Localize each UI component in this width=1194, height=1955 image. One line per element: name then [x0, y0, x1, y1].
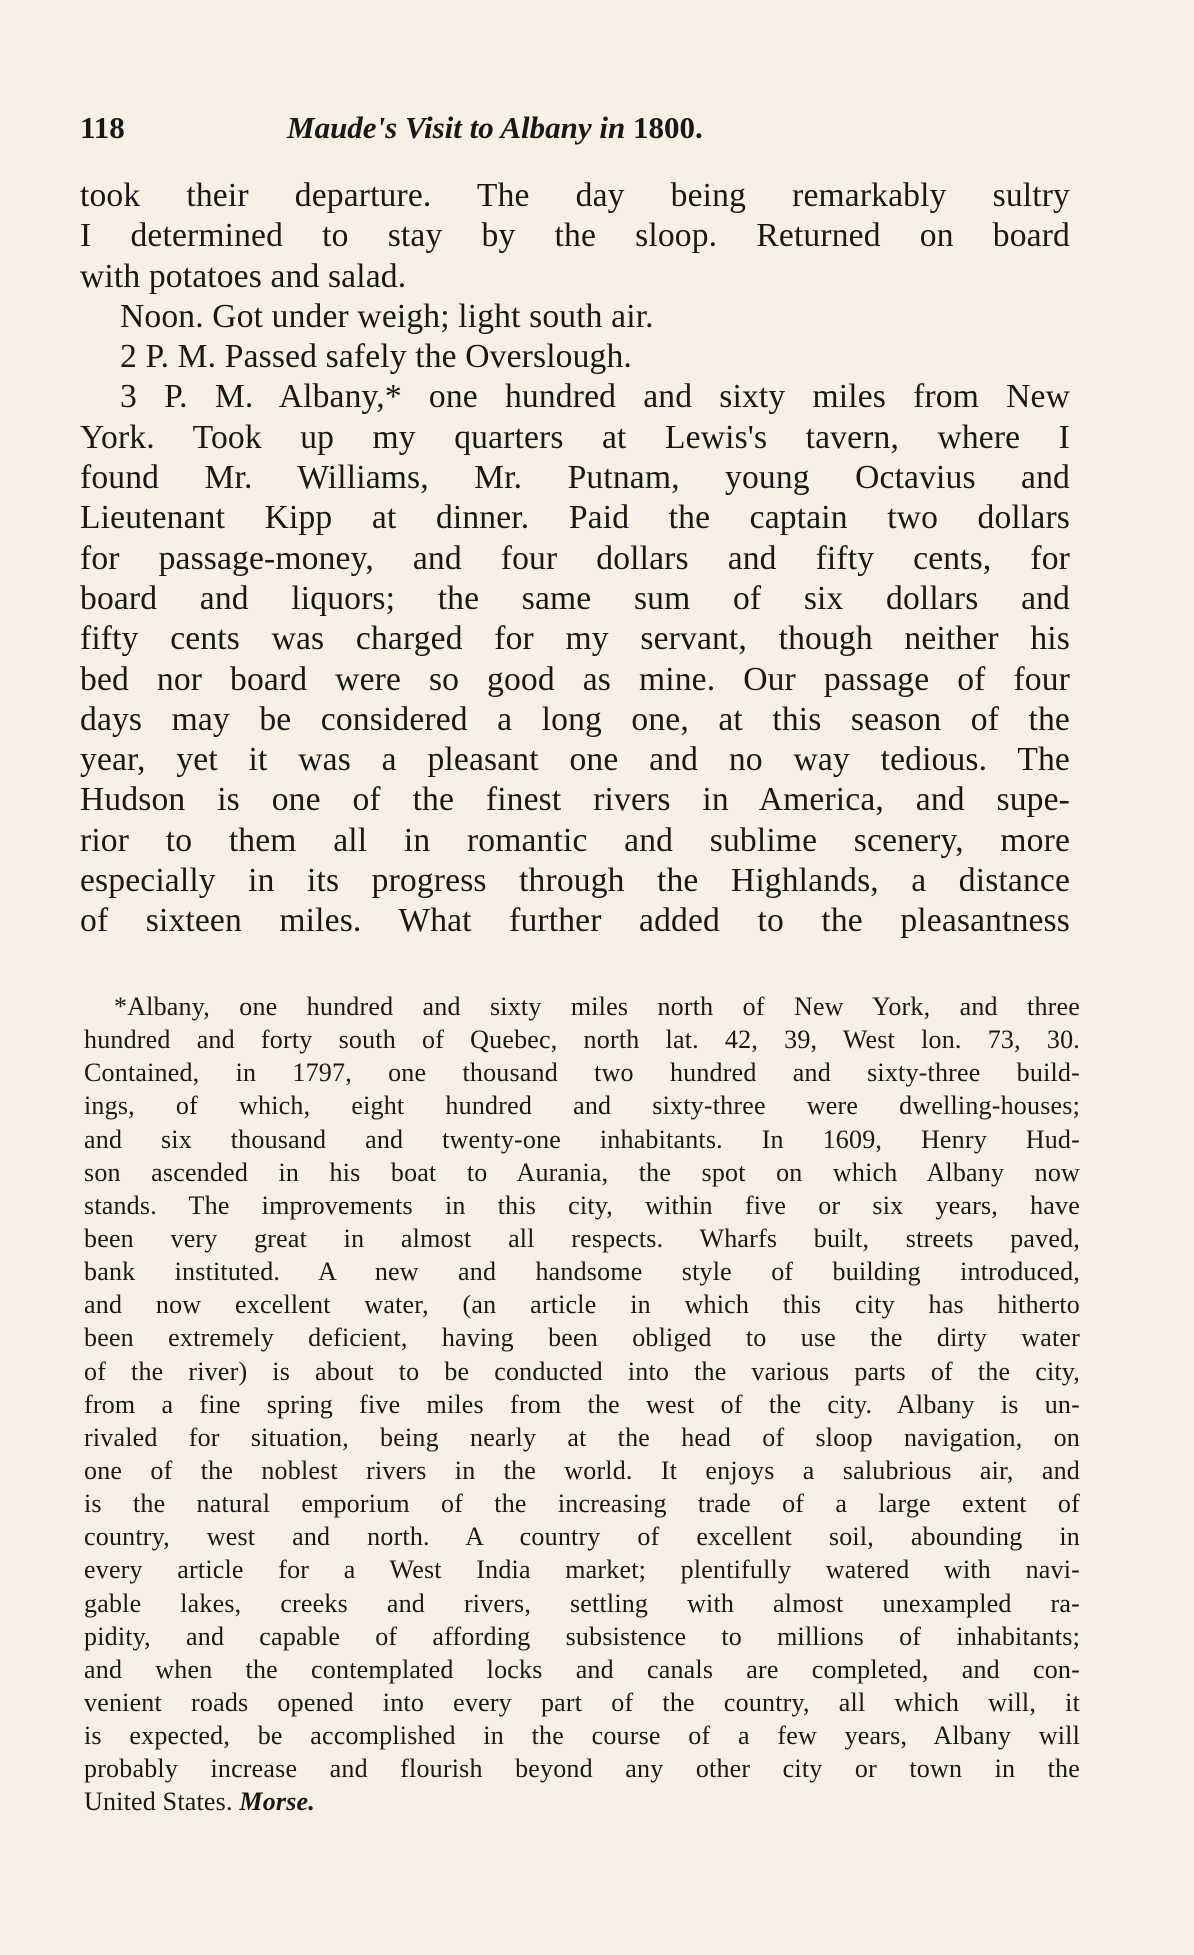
running-title-italic: Maude's Visit to Albany in [287, 110, 626, 145]
text-line: with potatoes and salad. [80, 257, 407, 295]
footnote-line: and six thousand and twenty-one inhabitants. In 1609, Henry Hud- [84, 1124, 1080, 1154]
text-line: bed nor board were so good as mine. Our passage of four [80, 660, 1070, 698]
text-line: rior to them all in romantic and sublime scenery, more [80, 821, 1070, 859]
text-line: year, yet it was a pleasant one and no way tedious. The [80, 741, 1070, 779]
footnote-last-text: United States. [84, 1787, 233, 1817]
footnote-line: son ascended in his boat to Aurania, the spot on which Albany now [84, 1157, 1080, 1187]
footnote-line: been extremely deficient, having been obliged to use the dirty water [84, 1323, 1080, 1353]
footnote [84, 990, 1080, 1819]
footnote-line: venient roads opened into every part of the country, all which will, it [84, 1687, 1080, 1717]
running-title [287, 106, 703, 150]
footnote-line: pidity, and capable of affording subsistence to millions of inhabitants; [84, 1621, 1080, 1651]
footnote-line: is the natural emporium of the increasing trade of a large extent of [84, 1489, 1080, 1519]
main-text [80, 176, 1070, 942]
footnote-line: gable lakes, creeks and rivers, settling with almost unexampled ra- [84, 1588, 1080, 1618]
running-head [80, 106, 854, 150]
text-line: for passage-money, and four dollars and fifty cents, for [80, 539, 1070, 577]
footnote-line: stands. The improvements in this city, within five or six years, have [84, 1190, 1080, 1220]
text-line: York. Took up my quarters at Lewis's tavern, where I [80, 418, 1070, 456]
footnote-line: of the river) is about to be conducted into the various parts of the city, [84, 1356, 1080, 1386]
footnote-last-line [84, 1785, 1080, 1818]
text-line: of sixteen miles. What further added to the pleasantness [80, 902, 1070, 940]
footnote-line: rivaled for situation, being nearly at the head of sloop navigation, on [84, 1422, 1080, 1452]
footnote-line: ings, of which, eight hundred and sixty-three were dwelling-houses; [84, 1091, 1080, 1121]
footnote-line: *Albany, one hundred and sixty miles north of New York, and three [114, 992, 1080, 1021]
text-line: Noon. Got under weigh; light south air. [120, 297, 654, 335]
footnote-line: hundred and forty south of Quebec, north lat. 42, 39, West lon. 73, 30. [84, 1025, 1080, 1055]
text-line: 2 P. M. Passed safely the Overslough. [120, 338, 632, 376]
footnote-line: bank instituted. A new and handsome style of building introduced, [84, 1257, 1080, 1287]
text-line: board and liquors; the same sum of six dollars and [80, 579, 1070, 617]
footnote-line: probably increase and flourish beyond any other city or town in the [84, 1754, 1080, 1784]
text-line: found Mr. Williams, Mr. Putnam, young Octavius and [80, 459, 1070, 497]
footnote-line: been very great in almost all respects. Wharfs built, streets paved, [84, 1223, 1080, 1253]
text-line: took their departure. The day being remarkably sultry [80, 177, 1070, 214]
footnote-line: is expected, be accomplished in the course of a few years, Albany will [84, 1721, 1080, 1751]
footnote-line: every article for a West India market; plentifully watered with navi- [84, 1555, 1080, 1585]
footnote-line: and now excellent water, (an article in which this city has hitherto [84, 1290, 1080, 1320]
text-line: Lieutenant Kipp at dinner. Paid the captain two dollars [80, 499, 1070, 537]
running-title-year: 1800. [632, 110, 703, 145]
footnote-line: Contained, in 1797, one thousand two hundred and sixty-three build- [84, 1058, 1080, 1088]
page-number: 118 [80, 110, 125, 145]
footnote-signature: Morse. [239, 1787, 315, 1817]
footnote-line: country, west and north. A country of excellent soil, abounding in [84, 1522, 1080, 1552]
text-line: fifty cents was charged for my servant, though neither his [80, 620, 1070, 658]
text-line: days may be considered a long one, at this season of the [80, 700, 1070, 738]
text-line: especially in its progress through the Highlands, a distance [80, 862, 1070, 900]
footnote-line: one of the noblest rivers in the world. It enjoys a salubrious air, and [84, 1455, 1080, 1485]
footnote-line: and when the contemplated locks and canals are completed, and con- [84, 1654, 1080, 1684]
text-line: I determined to stay by the sloop. Returned on board [80, 217, 1070, 255]
footnote-line: from a fine spring five miles from the west of the city. Albany is un- [84, 1389, 1080, 1419]
text-line: Hudson is one of the finest rivers in America, and supe- [80, 781, 1070, 819]
text-line: 3 P. M. Albany,* one hundred and sixty miles from New [120, 378, 1070, 416]
